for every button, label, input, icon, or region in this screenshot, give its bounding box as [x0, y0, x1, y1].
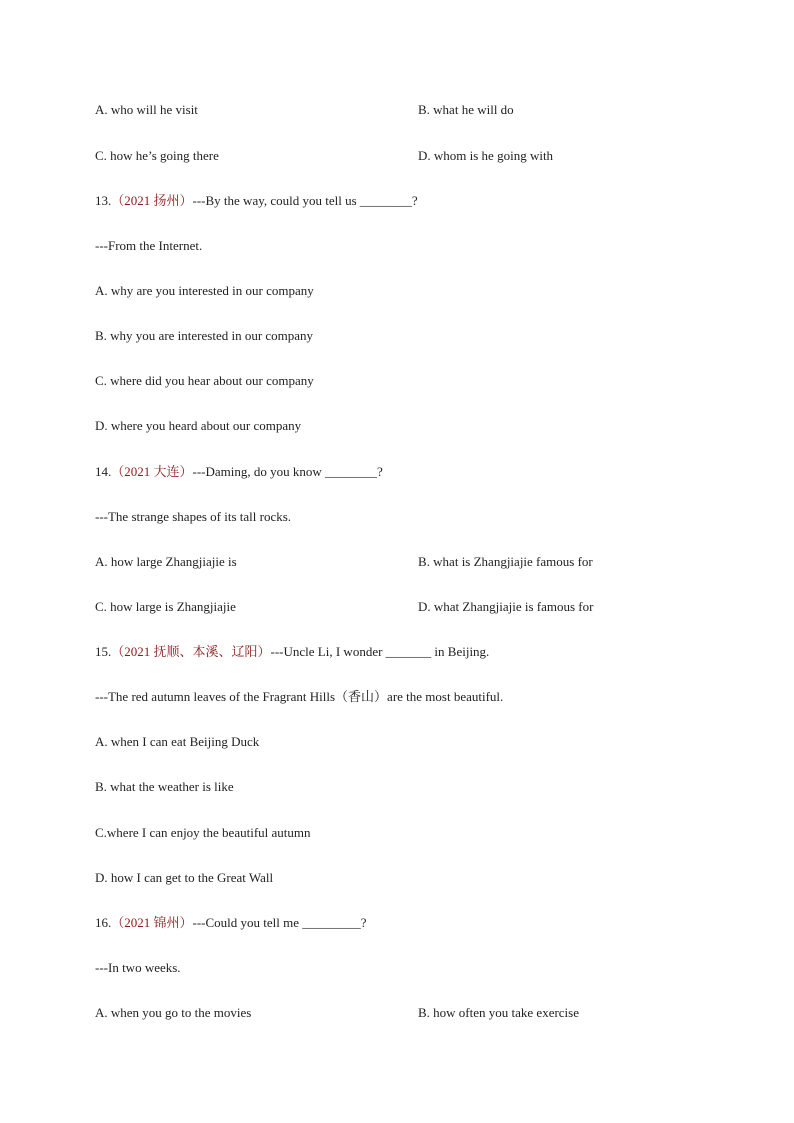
q13-option-c: C. where did you hear about our company	[95, 373, 314, 388]
q16-stem-line	[95, 915, 367, 931]
q16-option-b: B. how often you take exercise	[418, 1005, 580, 1020]
q16-reply: ---In two weeks.	[95, 960, 181, 975]
q13-option-a: A. why are you interested in our company	[95, 283, 314, 298]
q15-option-b: B. what the weather is like	[95, 779, 234, 794]
q15-stem: ---Uncle Li, I wonder _______ in Beijing.	[270, 644, 490, 659]
q14-stem: ---Daming, do you know ________?	[192, 464, 383, 479]
q14-source: （2021 大连）	[111, 464, 193, 479]
q16-number: 16.	[95, 915, 112, 930]
q13-number: 13.	[95, 193, 112, 208]
q15-reply: ---The red autumn leaves of the Fragrant Hills（香山）are the most beautiful.	[95, 689, 504, 704]
q12-option-c: C. how he’s going there	[95, 148, 219, 163]
q16-option-a: A. when you go to the movies	[95, 1005, 252, 1020]
q14-option-b: B. what is Zhangjiajie famous for	[418, 554, 593, 569]
q14-option-d: D. what Zhangjiajie is famous for	[418, 599, 594, 614]
q13-source: （2021 扬州）	[111, 193, 193, 208]
q14-stem-line	[95, 464, 383, 480]
q14-option-c: C. how large is Zhangjiajie	[95, 599, 236, 614]
q13-option-d: D. where you heard about our company	[95, 418, 302, 433]
q15-option-c: C.where I can enjoy the beautiful autumn	[95, 825, 311, 840]
q12-option-a: A. who will he visit	[95, 102, 198, 117]
q14-number: 14.	[95, 464, 112, 479]
q15-number: 15.	[95, 644, 112, 659]
q14-option-a: A. how large Zhangjiajie is	[95, 554, 237, 569]
q15-option-a: A. when I can eat Beijing Duck	[95, 734, 260, 749]
q13-reply: ---From the Internet.	[95, 238, 203, 253]
q15-source: （2021 抚顺、本溪、辽阳）	[111, 644, 271, 659]
q13-option-b: B. why you are interested in our company	[95, 328, 314, 343]
q12-option-d: D. whom is he going with	[418, 148, 554, 163]
q13-stem-line	[95, 193, 418, 209]
q16-source: （2021 锦州）	[111, 915, 193, 930]
q15-option-d: D. how I can get to the Great Wall	[95, 870, 274, 885]
q14-reply: ---The strange shapes of its tall rocks.	[95, 509, 292, 524]
q15-stem-line	[95, 644, 489, 660]
q12-option-b: B. what he will do	[418, 102, 514, 117]
q16-stem: ---Could you tell me _________?	[192, 915, 367, 930]
q13-stem: ---By the way, could you tell us ________?	[192, 193, 418, 208]
